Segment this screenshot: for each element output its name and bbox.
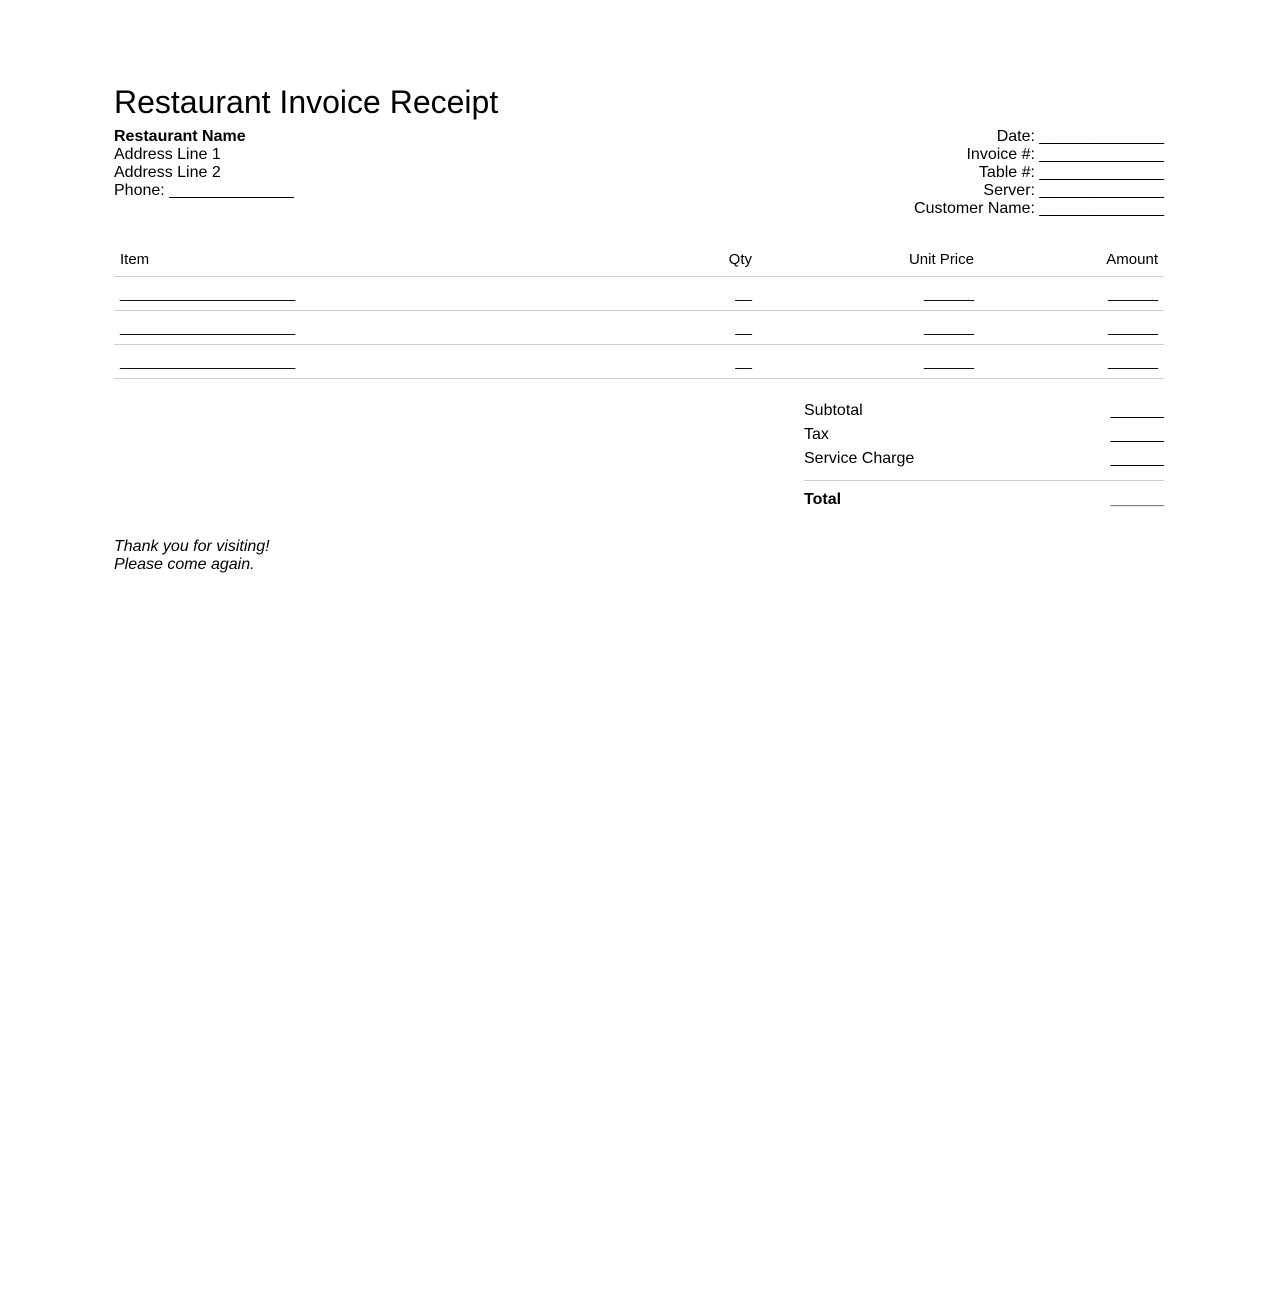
restaurant-info: [114, 128, 294, 200]
phone-label: Phone:: [114, 182, 165, 199]
totals-section: [804, 400, 1164, 513]
header-unit-price: Unit Price: [758, 242, 980, 277]
phone-row: [114, 182, 294, 200]
total-label: Total: [804, 491, 842, 508]
item-field[interactable]: _____________________: [114, 311, 666, 345]
table-row: [114, 277, 1164, 311]
footer-message: [114, 538, 270, 574]
tax-row: [804, 424, 1164, 448]
server-label: Server:: [983, 182, 1035, 199]
subtotal-label: Subtotal: [804, 402, 863, 419]
service-charge-field[interactable]: ______: [1110, 450, 1164, 467]
server-field[interactable]: ______________: [1039, 182, 1164, 199]
invoice-meta: [914, 128, 1164, 218]
qty-field[interactable]: __: [666, 345, 758, 379]
service-charge-row: [804, 448, 1164, 472]
total-row: [804, 483, 1164, 513]
tax-label: Tax: [804, 426, 829, 443]
page-title: Restaurant Invoice Receipt: [114, 84, 499, 120]
come-again-line: Please come again.: [114, 556, 255, 573]
table-row: [114, 345, 1164, 379]
unit-price-field[interactable]: ______: [758, 277, 980, 311]
table-number-field[interactable]: ______________: [1039, 164, 1164, 181]
item-field[interactable]: _____________________: [114, 345, 666, 379]
customer-name-row: [914, 200, 1164, 218]
unit-price-field[interactable]: ______: [758, 311, 980, 345]
subtotal-field[interactable]: ______: [1110, 402, 1164, 419]
customer-name-label: Customer Name:: [914, 200, 1035, 217]
header-qty: Qty: [666, 242, 758, 277]
server-row: [914, 182, 1164, 200]
date-row: [914, 128, 1164, 146]
item-field[interactable]: _____________________: [114, 277, 666, 311]
unit-price-field[interactable]: ______: [758, 345, 980, 379]
table-number-label: Table #:: [978, 164, 1035, 181]
qty-field[interactable]: __: [666, 311, 758, 345]
table-number-row: [914, 164, 1164, 182]
items-table: [114, 242, 1164, 379]
customer-name-field[interactable]: ______________: [1039, 200, 1164, 217]
service-charge-label: Service Charge: [804, 450, 915, 467]
amount-field[interactable]: ______: [980, 311, 1164, 345]
date-label: Date:: [996, 128, 1035, 145]
totals-divider: [804, 480, 1164, 481]
thank-you-line: Thank you for visiting!: [114, 538, 270, 555]
phone-field[interactable]: ______________: [169, 182, 294, 199]
amount-field[interactable]: ______: [980, 345, 1164, 379]
subtotal-row: [804, 400, 1164, 424]
amount-field[interactable]: ______: [980, 277, 1164, 311]
total-field[interactable]: ______: [1110, 491, 1164, 508]
qty-field[interactable]: __: [666, 277, 758, 311]
tax-field[interactable]: ______: [1110, 426, 1164, 443]
restaurant-name: Restaurant Name: [114, 128, 246, 145]
address-line-2: Address Line 2: [114, 164, 221, 181]
header-item: Item: [114, 242, 666, 277]
invoice-number-field[interactable]: ______________: [1039, 146, 1164, 163]
invoice-number-label: Invoice #:: [966, 146, 1035, 163]
header-amount: Amount: [980, 242, 1164, 277]
invoice-number-row: [914, 146, 1164, 164]
table-header-row: [114, 242, 1164, 277]
address-line-1: Address Line 1: [114, 146, 221, 163]
table-row: [114, 311, 1164, 345]
date-field[interactable]: ______________: [1039, 128, 1164, 145]
